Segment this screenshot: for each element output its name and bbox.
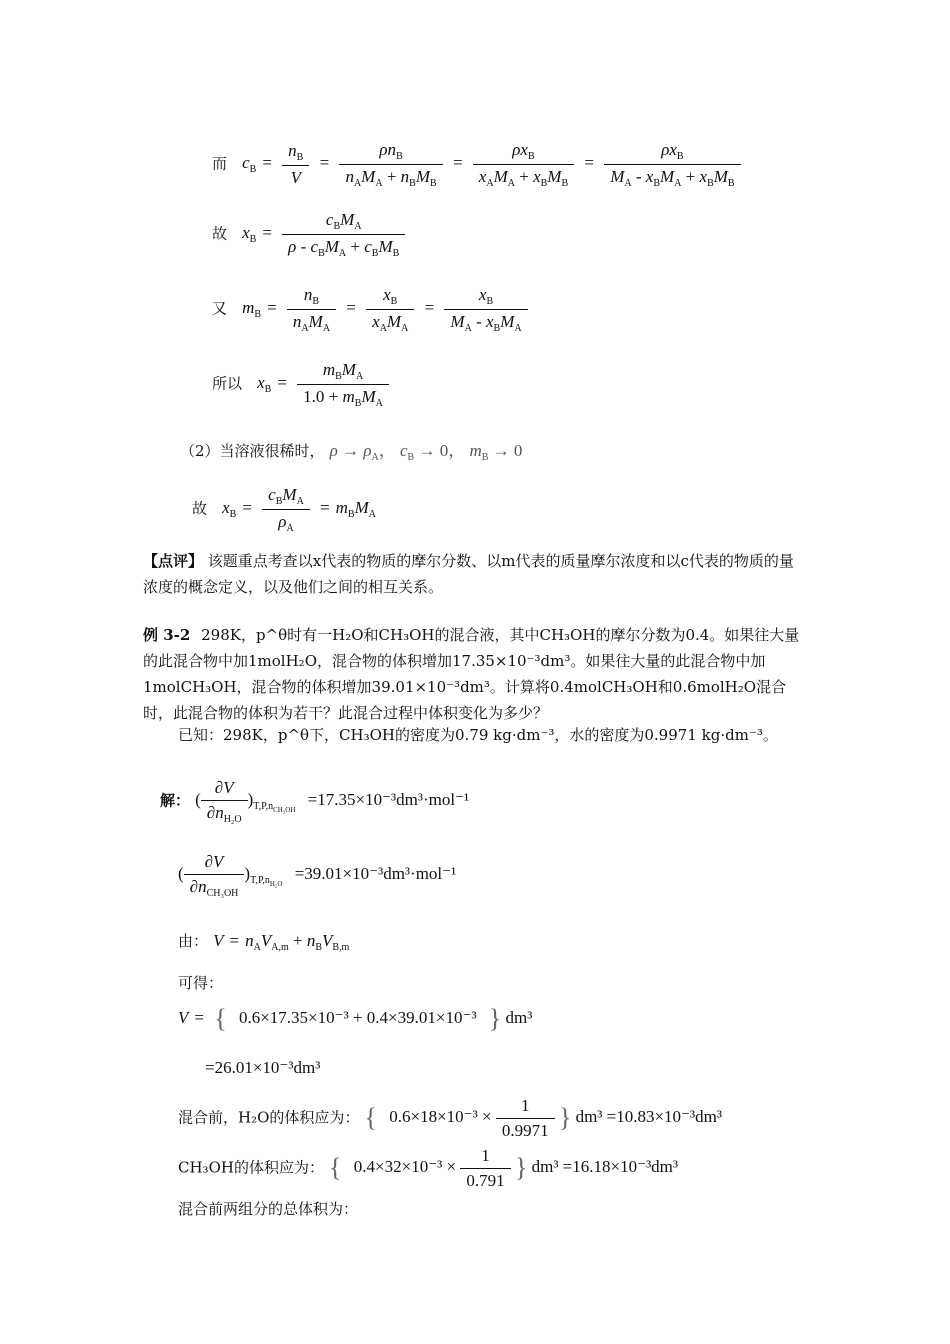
step-2-label: （2）当溶液很稀时， bbox=[180, 442, 325, 460]
eq-mb-body: $m_B$ = $n_B$ $n_AM_A$ = $x_B$ $x_AM_A$ = $x_B$ $M_A - x_BM_A$ bbox=[242, 298, 528, 317]
ch3oh-volume-expr: { 0.4×32×10⁻³ × $\frac{1}{0.791}$ } dm³ =16.18×10⁻³dm³ bbox=[329, 1146, 678, 1190]
partial-molar-ch3oh bbox=[178, 852, 456, 899]
ch3oh-volume-result: dm³ =16.18×10⁻³dm³ bbox=[531, 1157, 678, 1177]
partial-molar-h2o bbox=[160, 778, 469, 825]
h2o-volume-expr: { 0.6×18×10⁻³ × $\frac{1}{0.9971}$ } dm³ =10.83×10⁻³dm³ bbox=[364, 1096, 722, 1140]
equation-xb-result bbox=[212, 360, 389, 409]
example-head: 例 3-2 bbox=[143, 626, 191, 644]
h2o-density: 0.9971 bbox=[501, 1121, 549, 1140]
comment-head: 【点评】 bbox=[143, 552, 204, 570]
volume-calc: V = { 0.6×17.35×10⁻³ + 0.4×39.01×10⁻³ } dm³ bbox=[178, 1004, 533, 1033]
ch3oh-volume-line bbox=[178, 1146, 678, 1191]
volume-relation-expr: $V = n_AV_{A,m} + n_BV_{B,m}$ bbox=[213, 931, 350, 953]
label-suoyi: 所以 bbox=[212, 374, 243, 393]
equation-xb bbox=[212, 210, 405, 259]
volume-result: =26.01×10⁻³dm³ bbox=[205, 1058, 321, 1077]
volume-relation bbox=[178, 930, 349, 953]
pm-h2o-expr: ( $\frac{\partial V}{\partial n_{H_2O}}$ )$_{T,P,n_{CH_3OH}} =17.35\times 10^{-3}dm^3\cdot mol^{-1}$ bbox=[195, 778, 470, 825]
volume-calc-unit: dm³ bbox=[505, 1007, 533, 1027]
label-er: 而 bbox=[212, 154, 228, 173]
solution-label: 解： bbox=[160, 791, 191, 810]
label-gu2: 故 bbox=[192, 499, 208, 518]
h2o-volume-label: 混合前，H₂O的体积应为： bbox=[178, 1108, 360, 1127]
h2o-volume-result: dm³ =10.83×10⁻³dm³ bbox=[575, 1107, 722, 1127]
given-paragraph bbox=[178, 722, 808, 748]
step-2-limits: $\rho \to \rho_A$， $c_B \to 0$， $m_B \to 0$ bbox=[329, 441, 523, 463]
pm-ch3oh-value: =39.01×10⁻³dm³·mol⁻¹ bbox=[294, 864, 457, 884]
pm-h2o-value: =17.35×10⁻³dm³·mol⁻¹ bbox=[307, 790, 470, 810]
label-kede: 可得： bbox=[178, 974, 224, 992]
comment-text: 该题重点考查以x代表的物质的摩尔分数、以m代表的质量摩尔浓度和以c代表的物质的量浓度的概念定义，以及他们之间的相互关系。 bbox=[143, 552, 794, 596]
total-volume-label: 混合前两组分的总体积为： bbox=[178, 1200, 359, 1218]
label-you: 又 bbox=[212, 299, 228, 318]
comment-paragraph bbox=[143, 548, 808, 600]
h2o-expr-text: 0.6×18×10⁻³ × bbox=[389, 1107, 492, 1127]
equation-xb-dilute bbox=[192, 485, 376, 534]
h2o-volume-line bbox=[178, 1096, 722, 1141]
label-gu: 故 bbox=[212, 224, 228, 243]
label-you2: 由： bbox=[178, 932, 209, 950]
step-2-line bbox=[180, 436, 522, 463]
eq-cb-body: $c_B$ = $\frac{n_B}{V}$ = $\rho n_B$ $n_AM_A + n_BM_B$ = $\rho x_B$ $x_AM_A + x_BM_B$ = $\rho x_B$ $M_A - x_BM_A + x_BM_B$ bbox=[242, 153, 740, 172]
example-paragraph bbox=[143, 622, 808, 726]
pm-ch3oh-expr: ( ∂V $\partial n_{CH_3OH}$ )$_{T,P,n_{H_2O}} =39.01\times 10^{-3}dm^3\cdot mol^{-1}$ bbox=[178, 852, 457, 899]
ch3oh-density: 0.791 bbox=[466, 1171, 505, 1190]
ch3oh-expr-text: 0.4×32×10⁻³ × bbox=[353, 1157, 457, 1177]
given-text: 已知：298K，p^θ下，CH₃OH的密度为0.79 kg·dm⁻³，水的密度为0.9971 kg·dm⁻³。 bbox=[178, 726, 778, 744]
ch3oh-volume-label: CH₃OH的体积应为： bbox=[178, 1158, 324, 1177]
eq-xb-result-body: $x_B$ = $m_BM_A$ $1.0 + m_BM_A$ bbox=[257, 373, 389, 392]
equation-cb bbox=[212, 140, 741, 189]
eq-xb-body: $x_B$ = $c_BM_A$ $\rho - c_BM_A + c_BM_B$ bbox=[242, 223, 405, 242]
eq-xb-dilute-body: $x_B$ = $c_BM_A$ $\rho_A$ = $m_BM_A$ bbox=[222, 485, 376, 534]
example-text: 298K，p^θ时有一H₂O和CH₃OH的混合液，其中CH₃OH的摩尔分数为0.4。如果往大量的此混合物中加1molH₂O，混合物的体积增加17.35×10⁻³dm³。如果往大量的此混合物中加1molCH₃OH，混合物的体积增加39.01×10⁻³dm³。计算将0.4molCH₃OH和0.6molH₂O混合时，此混合物的体积为若干？此混合过程中体积变化为多少？ bbox=[143, 626, 800, 722]
equation-mb bbox=[212, 285, 528, 334]
volume-calc-expr: 0.6×17.35×10⁻³ + 0.4×39.01×10⁻³ bbox=[238, 1007, 477, 1027]
